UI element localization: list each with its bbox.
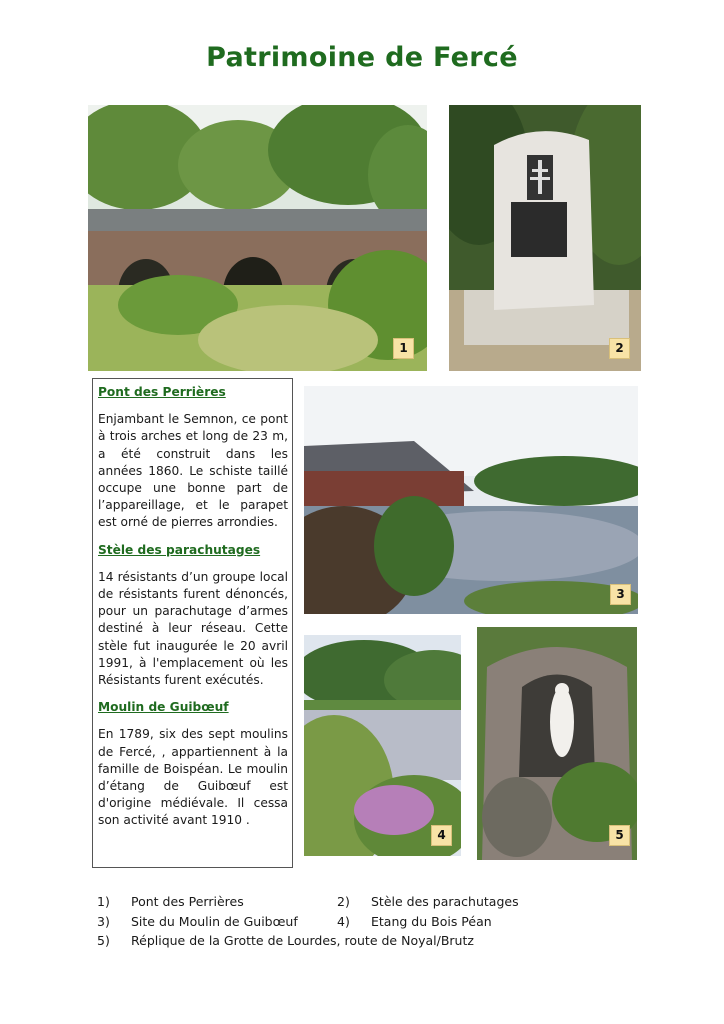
photo-badge-4: 4 xyxy=(431,825,452,846)
text-panel xyxy=(92,378,293,868)
caption-number: 5) xyxy=(97,933,110,948)
photo-badge-1: 1 xyxy=(393,338,414,359)
photo-mill xyxy=(304,386,638,614)
photo-stele xyxy=(449,105,641,371)
caption-row xyxy=(97,931,657,951)
caption-number: 2) xyxy=(337,894,350,909)
page-title: Patrimoine de Fercé xyxy=(206,42,518,73)
caption-text: Site du Moulin de Guibœuf xyxy=(131,913,298,929)
section-heading-bridge: Pont des Perrières xyxy=(98,385,226,399)
caption-number: 4) xyxy=(337,913,350,929)
caption-text: Stèle des parachutages xyxy=(371,894,519,909)
caption-text: Réplique de la Grotte de Lourdes, route de Noyal/Brutz xyxy=(131,933,474,948)
section-text-bridge: Enjambant le Semnon, ce pont à trois arches et long de 23 m, a été construit dans les années 1860. Le schiste taillé occupe une bonne part de l’appareillage, et le parapet est orné de pierres arrondies. xyxy=(98,412,288,530)
section-heading-mill: Moulin de Guibœuf xyxy=(98,700,229,715)
caption-text: Etang du Bois Péan xyxy=(371,913,492,929)
photo-badge-2: 2 xyxy=(609,338,630,359)
photo-captions xyxy=(97,892,657,951)
caption-number: 3) xyxy=(97,913,110,929)
caption-row xyxy=(97,892,657,912)
caption-row xyxy=(97,912,657,932)
photo-bridge xyxy=(88,105,427,371)
section-heading-stele: Stèle des parachutages xyxy=(98,542,261,557)
photo-pond xyxy=(304,635,461,856)
section-text-stele: 14 résistants d’un groupe local de résistants furent dénoncés, pour un parachutage d’armes destiné à leur réseau. Cette stèle fut inaugurée le 20 avril 1991, à l'emplacement où les Résistants furent exécutés. xyxy=(98,569,288,688)
section-text-mill: En 1789, six des sept moulins de Fercé, , appartiennent à la famille de Boispéan. Le moulin d’étang de Guibœuf est d'origine médiévale. Il cessa son activité avant 1910 . xyxy=(98,727,288,828)
caption-number: 1) xyxy=(97,894,110,909)
photo-badge-3: 3 xyxy=(610,584,631,605)
caption-text: Pont des Perrières xyxy=(131,894,244,909)
photo-badge-5: 5 xyxy=(609,825,630,846)
